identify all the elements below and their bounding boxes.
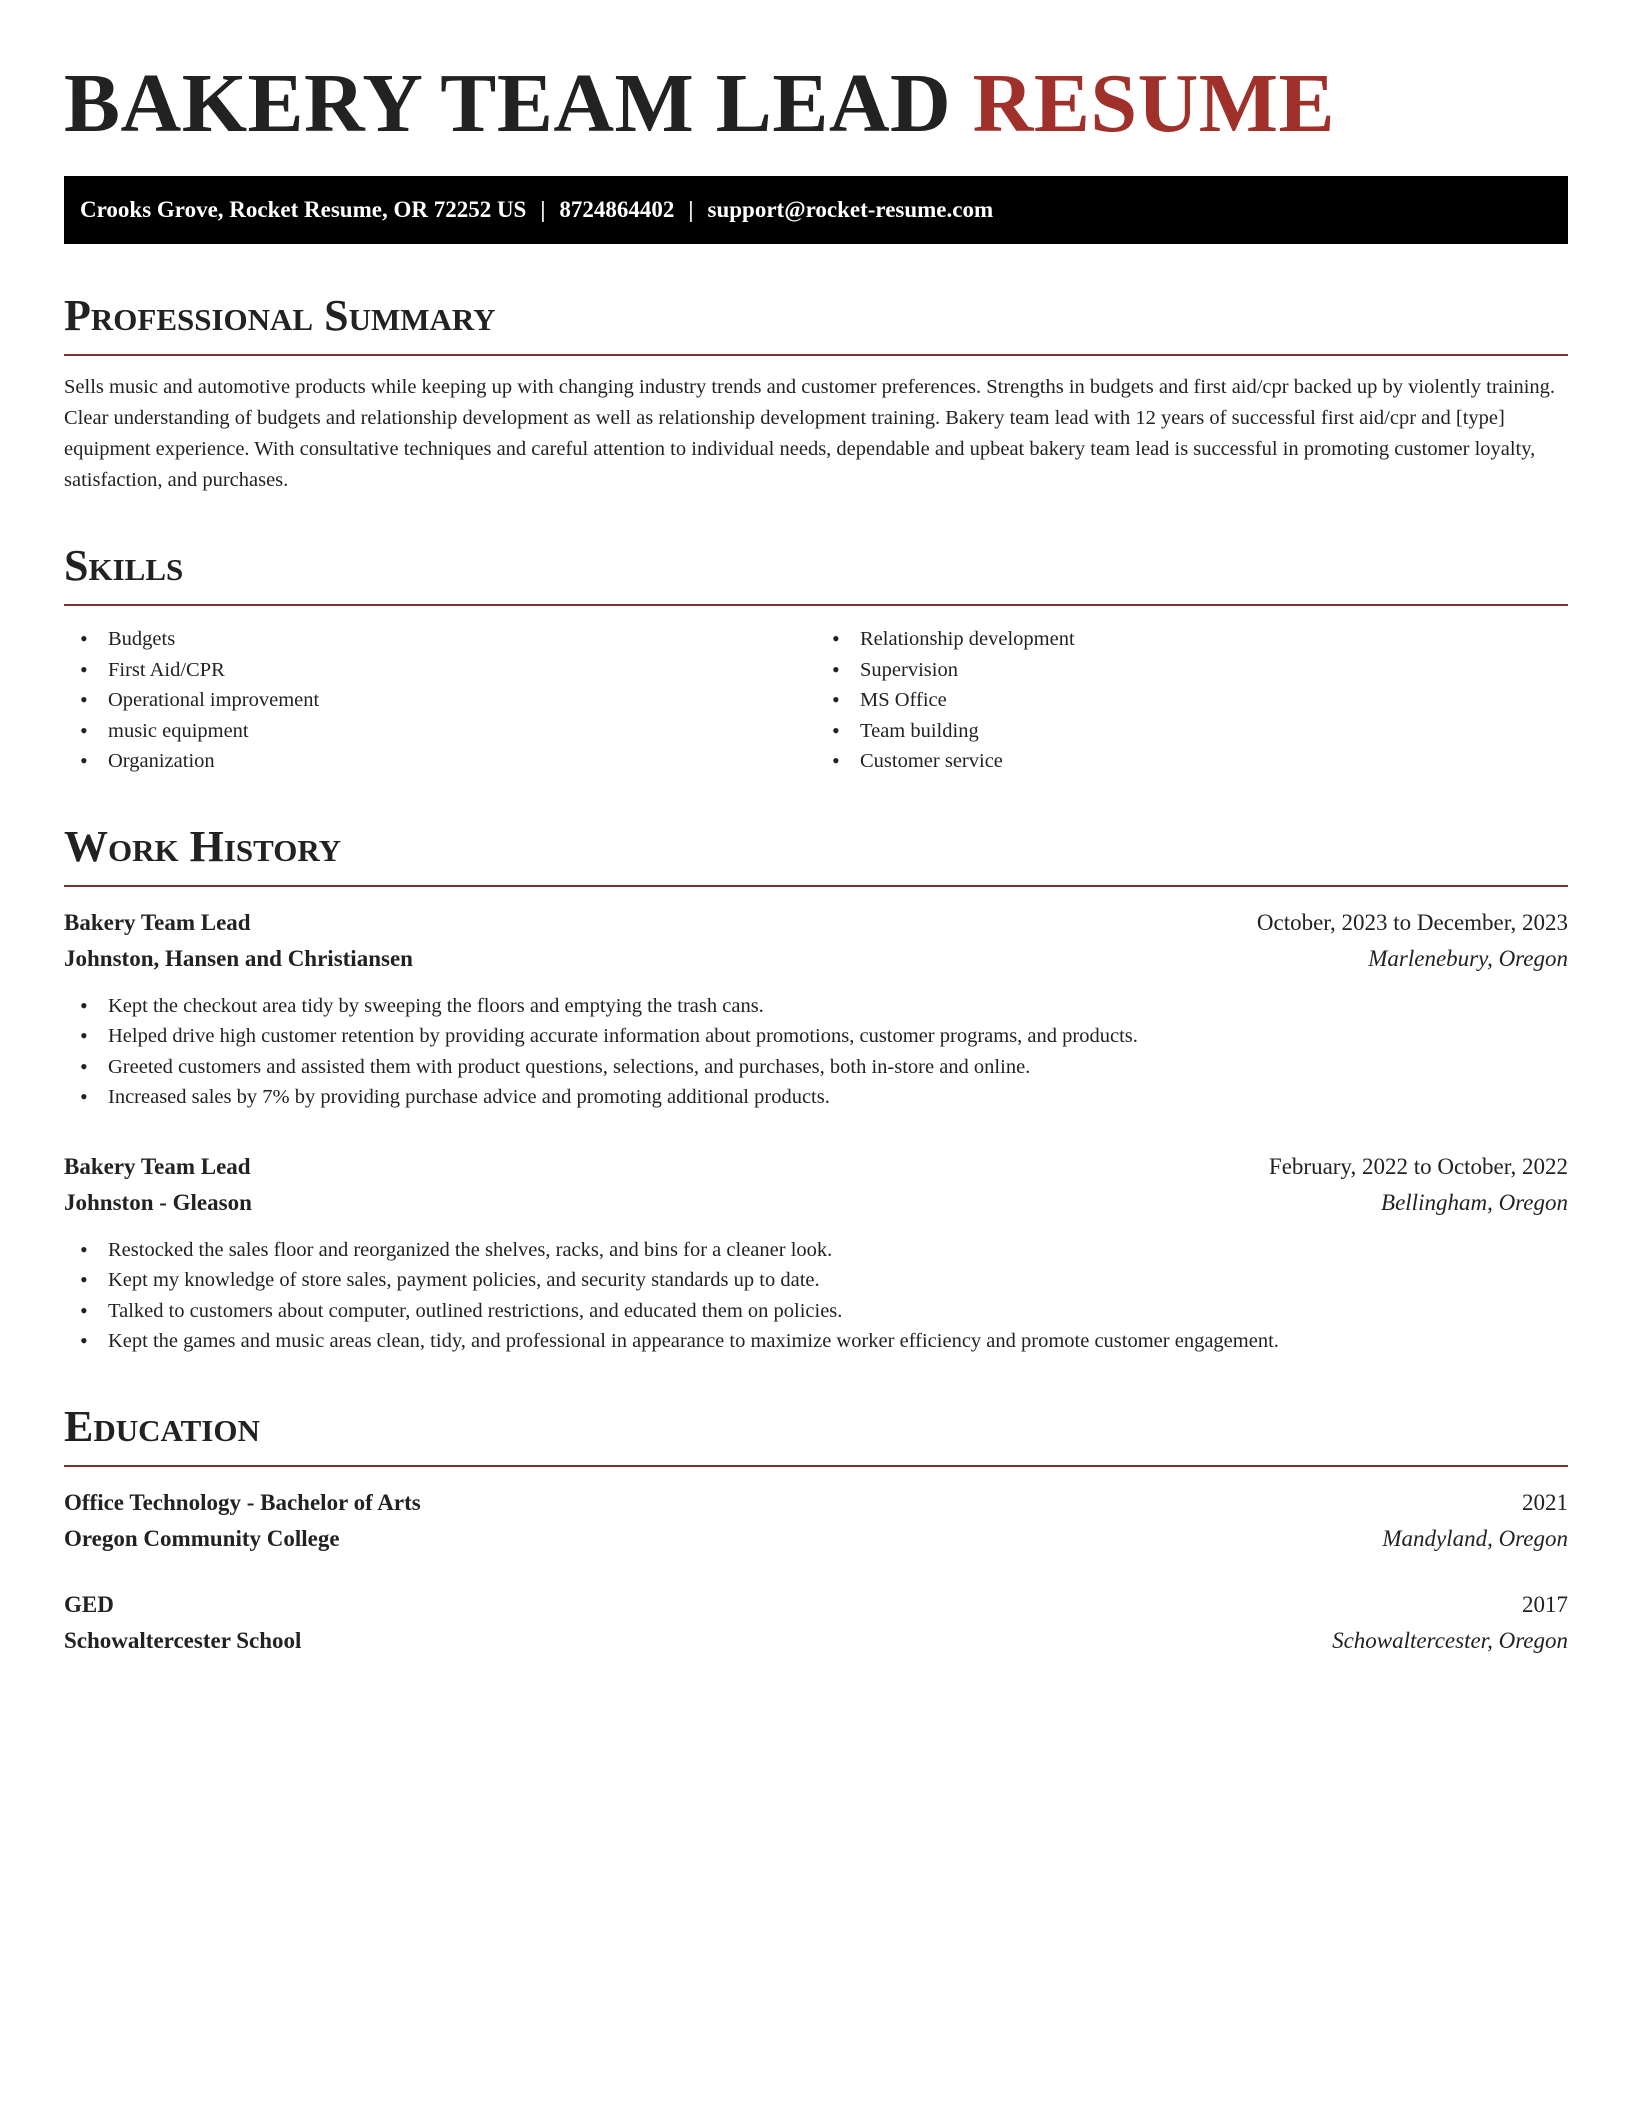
degree-row xyxy=(64,1485,1568,1521)
job-bullets xyxy=(64,991,1568,1113)
title-accent: RESUME xyxy=(972,57,1336,150)
job-bullet: • Helped drive high customer retention by providing accurate information about promotions, customer programs, and products. xyxy=(64,1021,1568,1052)
school-row xyxy=(64,1521,1568,1557)
work-history-heading: Work History xyxy=(64,821,1568,887)
job-bullet: • Kept the checkout area tidy by sweeping the floors and emptying the trash cans. xyxy=(64,991,1568,1022)
degree-name: Office Technology - Bachelor of Arts xyxy=(64,1489,421,1515)
skills-list xyxy=(64,624,1568,777)
skills-section xyxy=(64,540,1568,777)
skill-item: • music equipment xyxy=(64,716,816,747)
job-company: Johnston - Gleason xyxy=(64,1189,252,1215)
contact-email[interactable]: support@rocket-resume.com xyxy=(707,197,994,222)
degree-name: GED xyxy=(64,1591,114,1617)
school-location: Mandyland, Oregon xyxy=(1382,1525,1568,1551)
job-bullet: • Talked to customers about computer, outlined restrictions, and educated them on policies. xyxy=(64,1296,1568,1327)
contact-bar xyxy=(64,176,1568,244)
job-bullet: • Increased sales by 7% by providing purchase advice and promoting additional products. xyxy=(64,1082,1568,1113)
job-company-row xyxy=(64,941,1568,977)
job-title-row xyxy=(64,905,1568,941)
job-location: Marlenebury, Oregon xyxy=(1368,945,1568,971)
job-entry xyxy=(64,905,1568,1113)
education-heading: Education xyxy=(64,1401,1568,1467)
skill-item: • Operational improvement xyxy=(64,685,816,716)
school-row xyxy=(64,1623,1568,1659)
school-location: Schowaltercester, Oregon xyxy=(1332,1627,1568,1653)
skill-item: • Customer service xyxy=(816,746,1568,777)
skill-item: • Supervision xyxy=(816,655,1568,686)
contact-separator: | xyxy=(540,197,546,222)
school-name: Oregon Community College xyxy=(64,1525,340,1551)
skill-item: • Team building xyxy=(816,716,1568,747)
job-bullet: • Kept the games and music areas clean, tidy, and professional in appearance to maximize worker efficiency and promote customer engagement. xyxy=(64,1326,1568,1357)
job-title: Bakery Team Lead xyxy=(64,909,251,935)
degree-row xyxy=(64,1587,1568,1623)
resume-title xyxy=(64,56,1568,152)
job-company: Johnston, Hansen and Christiansen xyxy=(64,945,413,971)
job-bullet: • Restocked the sales floor and reorganized the shelves, racks, and bins for a cleaner look. xyxy=(64,1235,1568,1266)
job-title-row xyxy=(64,1149,1568,1185)
education-section xyxy=(64,1401,1568,1659)
degree-year: 2021 xyxy=(1522,1489,1568,1515)
contact-address: Crooks Grove, Rocket Resume, OR 72252 US xyxy=(80,197,527,222)
job-title: Bakery Team Lead xyxy=(64,1153,251,1179)
summary-heading: Professional Summary xyxy=(64,290,1568,356)
skill-item: • First Aid/CPR xyxy=(64,655,816,686)
school-name: Schowaltercester School xyxy=(64,1627,302,1653)
summary-text: Sells music and automotive products while keeping up with changing industry trends and customer preferences. Strengths in budgets and first aid/cpr backed up by violently training. Clear understanding of budgets and relationship development as well as relationship development training. Bakery team lead with 12 years of successful first aid/cpr and [type] equipment experience. With consultative techniques and careful attention to individual needs, dependable and upbeat bakery team lead is successful in promoting customer loyalty, satisfaction, and purchases. xyxy=(64,376,1556,491)
job-bullet: • Kept my knowledge of store sales, payment policies, and security standards up to date. xyxy=(64,1265,1568,1296)
degree-year: 2017 xyxy=(1522,1591,1568,1617)
work-history-section xyxy=(64,821,1568,1357)
job-dates: February, 2022 to October, 2022 xyxy=(1268,1153,1568,1179)
job-entry xyxy=(64,1149,1568,1357)
skill-item: • Relationship development xyxy=(816,624,1568,655)
job-dates: October, 2023 to December, 2023 xyxy=(1256,909,1568,935)
job-location: Bellingham, Oregon xyxy=(1381,1189,1568,1215)
contact-phone[interactable]: 8724864402 xyxy=(559,197,675,222)
contact-separator: | xyxy=(688,197,694,222)
skill-item: • MS Office xyxy=(816,685,1568,716)
job-bullets xyxy=(64,1235,1568,1357)
title-main: BAKERY TEAM LEAD xyxy=(64,57,952,150)
skill-item: • Budgets xyxy=(64,624,816,655)
skill-item: • Organization xyxy=(64,746,816,777)
skills-column-left xyxy=(64,624,816,777)
education-entry xyxy=(64,1587,1568,1659)
skills-column-right xyxy=(816,624,1568,777)
job-bullet: • Greeted customers and assisted them with product questions, selections, and purchases, both in-store and online. xyxy=(64,1052,1568,1083)
job-company-row xyxy=(64,1185,1568,1221)
summary-section xyxy=(64,290,1568,496)
skills-heading: Skills xyxy=(64,540,1568,606)
education-entry xyxy=(64,1485,1568,1557)
